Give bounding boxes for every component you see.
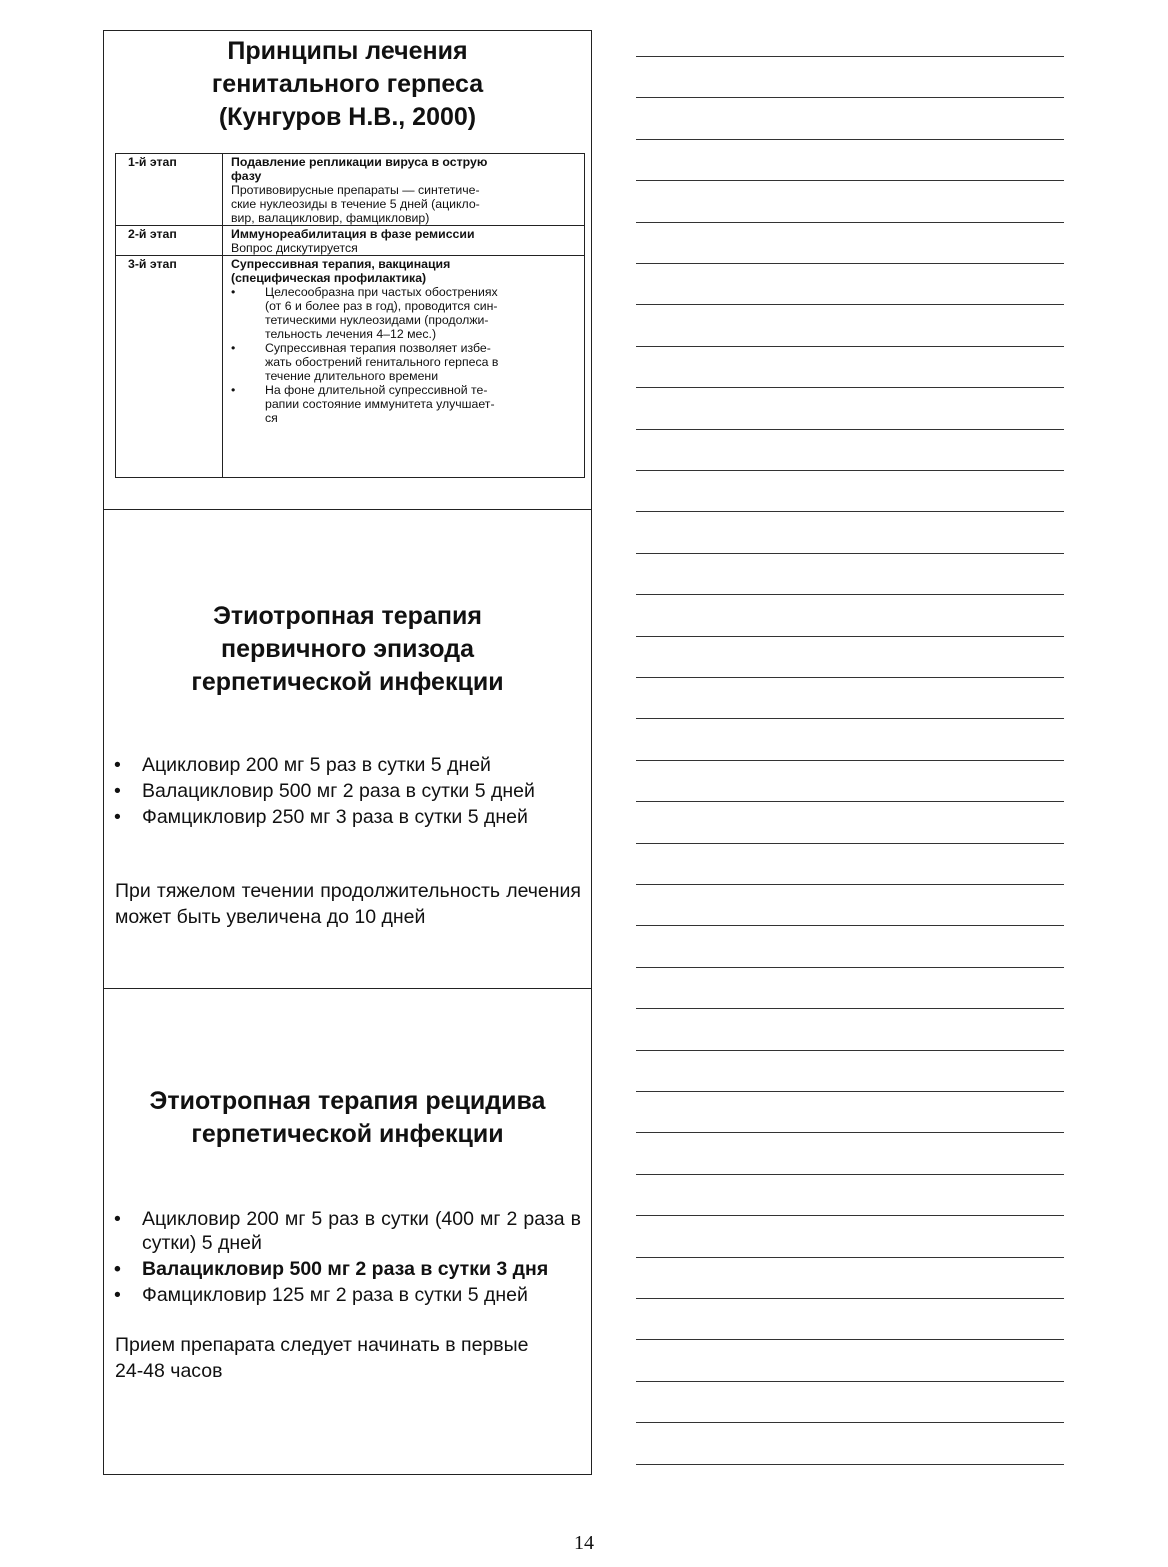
slide2-title-line: первичного эпизода — [221, 635, 474, 663]
slide2-bullets — [104, 753, 581, 831]
note-line — [636, 1008, 1064, 1009]
note-line — [636, 346, 1064, 347]
bullet-line: жать обострений генитального герпеса в — [265, 355, 499, 369]
stage-heading: фазу — [231, 169, 262, 183]
note-line — [636, 429, 1064, 430]
note-line — [636, 222, 1064, 223]
slide-primary-episode-therapy — [104, 510, 591, 989]
slide3-note-line: Прием препарата следует начинать в первые — [115, 1334, 529, 1356]
slide2-title — [104, 600, 591, 699]
note-line — [636, 1422, 1064, 1423]
slide1-title-line: (Кунгуров Н.В., 2000) — [218, 103, 477, 131]
list-item — [231, 383, 580, 425]
stage-label: 1-й этап — [116, 154, 223, 226]
list-item: • Ацикловир 200 мг 5 раз в сутки 5 дней — [104, 753, 581, 777]
note-line — [636, 594, 1064, 595]
slide3-note-line: 24-48 часов — [115, 1360, 223, 1382]
table-row — [116, 226, 585, 256]
note-line — [636, 925, 1064, 926]
bullet-line: течение длительного времени — [265, 369, 439, 383]
stages-table — [115, 153, 585, 478]
note-line — [636, 884, 1064, 885]
list-item: • Фамцикловир 250 мг 3 раза в сутки 5 дней — [104, 805, 581, 829]
stage-text: ские нуклеозиды в течение 5 дней (ацикло- — [231, 197, 480, 211]
note-line — [636, 801, 1064, 802]
note-line — [636, 139, 1064, 140]
note-line — [636, 843, 1064, 844]
stage-heading: Супрессивная терапия, вакцинация — [231, 257, 451, 271]
note-line — [636, 97, 1064, 98]
stage-heading: Подавление репликации вируса в острую — [231, 155, 488, 169]
list-item: • Валацикловир 500 мг 2 раза в сутки 3 дня — [104, 1257, 581, 1281]
note-line — [636, 263, 1064, 264]
slide3-title — [104, 1085, 591, 1151]
note-line — [636, 553, 1064, 554]
note-line — [636, 470, 1064, 471]
slide1-title — [104, 35, 591, 134]
stage-heading: Иммунореабилитация в фазе ремиссии — [231, 227, 475, 241]
slide3-title-line: герпетической инфекции — [191, 1120, 504, 1148]
list-item — [231, 285, 580, 341]
bullet-line: тетическими нуклеозидами (продолжи- — [265, 313, 489, 327]
stage-text: Противовирусные препараты — синтетиче- — [231, 183, 480, 197]
slide2-title-line: герпетической инфекции — [191, 668, 504, 696]
bullet-line: • На фоне длительной супрессивной те- — [265, 383, 488, 397]
note-line — [636, 1339, 1064, 1340]
stage-content — [223, 226, 585, 256]
bullet-line: • Целесообразна при частых обострениях — [265, 285, 498, 299]
notes-lines-area — [636, 0, 1064, 1567]
stage-heading: (специфическая профилактика) — [231, 271, 427, 285]
slide1-title-line: генитального герпеса — [211, 70, 484, 98]
note-line — [636, 1381, 1064, 1382]
note-line — [636, 387, 1064, 388]
slide3-bullets — [104, 1207, 581, 1309]
note-line — [636, 511, 1064, 512]
note-line — [636, 56, 1064, 57]
bullet-line: • Супрессивная терапия позволяет избе- — [265, 341, 491, 355]
note-line — [636, 1298, 1064, 1299]
slide2-title-line: Этиотропная терапия — [213, 602, 482, 630]
list-item: • Валацикловир 500 мг 2 раза в сутки 5 дней — [104, 779, 581, 803]
slide3-title-line: Этиотропная терапия рецидива — [149, 1087, 546, 1115]
slides-column — [103, 30, 592, 1475]
stage-bullets — [231, 285, 580, 425]
list-item: • Фамцикловир 125 мг 2 раза в сутки 5 дней — [104, 1283, 581, 1307]
note-line — [636, 967, 1064, 968]
slide2-note: При тяжелом течении продолжительность лечения может быть увеличена до 10 дней — [115, 880, 581, 928]
stage-content — [223, 154, 585, 226]
note-line — [636, 1174, 1064, 1175]
note-line — [636, 304, 1064, 305]
note-line — [636, 760, 1064, 761]
stage-content — [223, 256, 585, 478]
stage-text: вир, валацикловир, фамцикловир) — [231, 211, 430, 225]
bullet-line: тельность лечения 4–12 мес.) — [265, 327, 437, 341]
note-line — [636, 1132, 1064, 1133]
note-line — [636, 1091, 1064, 1092]
note-line — [636, 718, 1064, 719]
page-number: 14 — [574, 1532, 594, 1554]
bullet-line: рапии состояние иммунитета улучшает- — [265, 397, 495, 411]
slide-recurrence-therapy — [104, 989, 591, 1474]
note-line — [636, 1464, 1064, 1465]
stage-label: 3-й этап — [116, 256, 223, 478]
note-line — [636, 1215, 1064, 1216]
table-row — [116, 154, 585, 226]
stage-text: Вопрос дискутируется — [231, 241, 358, 255]
table-row — [116, 256, 585, 478]
bullet-line: ся — [265, 411, 278, 425]
slide-treatment-principles — [104, 31, 591, 510]
note-line — [636, 677, 1064, 678]
note-line — [636, 180, 1064, 181]
bullet-line: (от 6 и более раз в год), проводится син- — [265, 299, 498, 313]
note-line — [636, 636, 1064, 637]
stage-label: 2-й этап — [116, 226, 223, 256]
note-line — [636, 1257, 1064, 1258]
slide3-note — [115, 1332, 581, 1384]
note-line — [636, 1050, 1064, 1051]
list-item: • Ацикловир 200 мг 5 раз в сутки (400 мг 2 раза в сутки) 5 дней — [104, 1207, 581, 1255]
slide1-title-line: Принципы лечения — [227, 37, 468, 65]
list-item — [231, 341, 580, 383]
